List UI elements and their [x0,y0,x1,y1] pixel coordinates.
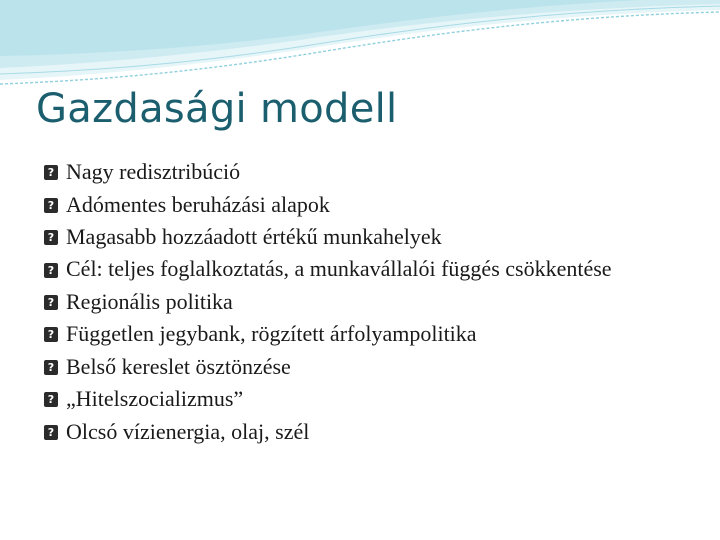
bullet-text: Adómentes beruházási alapok [66,191,330,217]
bullet-text: Cél: teljes foglalkoztatás, a munkavállalói függés csökkentése [66,255,612,281]
bullet-item [44,383,684,416]
bullet-item [44,156,684,189]
bullet-item [44,189,684,222]
replacement-character-icon: ? [44,360,58,375]
bullet-text: Független jegybank, rögzített árfolyampolitika [66,321,477,346]
replacement-character-icon: ? [44,198,58,213]
bullet-text: Olcsó vízienergia, olaj, szél [66,418,310,444]
replacement-character-icon: ? [44,425,58,440]
bullet-text: Regionális politika [66,288,233,314]
replacement-character-icon: ? [44,263,58,278]
bullet-item [44,221,684,254]
bullet-item [44,351,684,384]
replacement-character-icon: ? [44,165,58,180]
replacement-character-icon: ? [44,327,58,342]
bullet-text: Belső kereslet ösztönzése [66,353,291,379]
replacement-character-icon: ? [44,392,58,407]
bullet-item [44,416,684,449]
bullet-item [44,318,684,351]
replacement-character-icon: ? [44,295,58,310]
bullet-text: Magasabb hozzáadott értékű munkahelyek [66,224,442,249]
bullet-item [44,254,684,286]
bullet-text: Nagy redisztribúció [66,159,241,184]
slide-title: Gazdasági modell [36,86,398,132]
bullet-list [44,156,684,448]
bullet-item [44,286,684,319]
bullet-text: „Hitelszocializmus” [66,386,244,411]
replacement-character-icon: ? [44,230,58,245]
header-wave-decoration [0,0,720,90]
